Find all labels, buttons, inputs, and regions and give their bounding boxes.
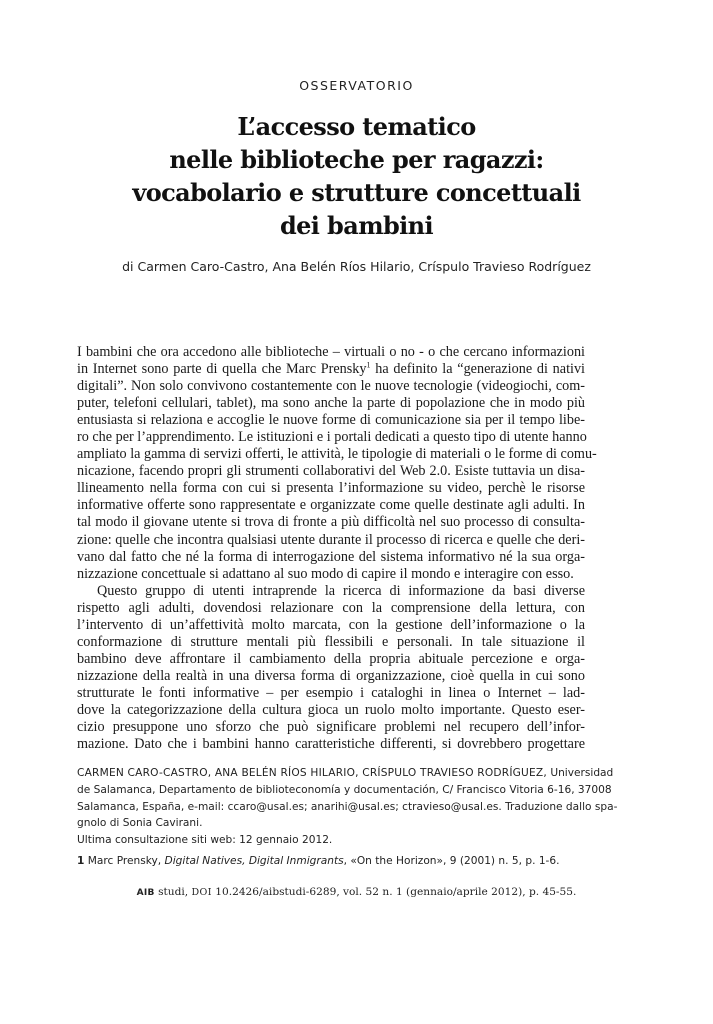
body-line-part: ha definito la “generazione di nativi [375,361,585,378]
footnote-title: Digital Natives, Digital Inmigrants [164,855,344,867]
journal-logo-aib: AIB [136,888,155,898]
body-line: digitali”. Non solo convivono costantemente con le nuove tecnologie (videogiochi, com- [77,378,585,395]
affiliation-institution: Universidad [550,767,614,779]
body-line: vano dal fatto che né la forma di interrogazione del sistema informativo né la sua orga- [77,548,585,565]
title-line: dei bambini [279,211,434,240]
title-line: vocabolario e strutture concettuali [132,178,581,207]
body-line: mazione. Dato che i bambini hanno caratteristiche differenti, si dovrebbero progettare [77,736,585,753]
footnote-author: Marc Prensky, [87,855,162,867]
footnote [77,853,585,869]
title-line: nelle biblioteche per ragazzi: [169,145,544,174]
affiliation-names: CARMEN CARO-CASTRO, ANA BELÉN RÍOS HILARIO, CRÍSPULO TRAVIESO RODRÍGUEZ, [77,767,547,779]
body-line: bambino deve affrontare il cambiamento della propria abituale percezione e orga- [77,650,585,667]
body-line [77,361,585,378]
affiliation-line: gnolo di Sonia Cavirani. [77,817,203,830]
affiliation-line: Salamanca, España, e-mail: ccaro@usal.es; anarihi@usal.es; ctravieso@usal.es. Traduzione dallo spa- [77,800,618,813]
author-affiliation [77,765,618,849]
body-line: rispetto agli adulti, dovendosi relazionare con la comprensione della lettura, con [77,599,585,616]
paragraph-2 [77,583,585,753]
affiliation-line: de Salamanca, Departamento de biblioteconomía y documentación, C/ Francisco Vitoria 6-16, 37008 [77,783,612,796]
paragraph-1 [77,344,597,583]
affiliation-line [77,765,614,782]
body-line: ampliato la gamma di servizi offerti, le attività, le tipologie di materiali o le forme di comu- [77,446,597,463]
journal-name-studi: studi, [158,886,189,898]
article-body [77,344,597,753]
body-line: I bambini che ora accedono alle biblioteche – virtuali o no - o che cercano informazioni [77,344,585,360]
body-line: cizio presuppone uno sforzo che può significare problemi nel recupero dell’infor- [77,719,585,736]
body-line: dove la categorizzazione della cultura gioca un ruolo molto importante. Questo eser- [77,701,585,718]
section-label: OSSERVATORIO [299,78,414,93]
body-line: ro che per l’apprendimento. Le istituzioni e i portali dedicati a questo tipo di utente hanno [77,429,587,446]
body-line: nizzazione concettuale si adattano al suo modo di capire il mondo e interagire con esso. [77,565,574,582]
footnote-reference[interactable]: 1 [366,360,371,370]
body-line: nizzazione della realtà in una diversa forma di organizzazione, cioè quella in cui sono [77,667,585,684]
body-line: l’intervento di un’affettività molto marcata, con la gestione dell’informazione o la [77,616,585,633]
body-line-part: in Internet sono parte di quella che Marc Prensky [77,361,367,378]
body-line: entusiasta si relaziona e accoglie le nuove forme di comunicazione sia per il tempo libe- [77,412,585,429]
author-byline: di Carmen Caro-Castro, Ana Belén Ríos Hilario, Críspulo Travieso Rodríguez [122,259,591,274]
body-line: nicazione, facendo propri gli strumenti collaborativi del Web 2.0. Esiste tuttavia un disa- [77,463,585,480]
body-line: strutturate le fonti informative – per esempio i cataloghi in linea o Internet – lad- [77,684,585,701]
footnote-source: , «On the Horizon», 9 (2001) n. 5, p. 1-6. [343,855,560,867]
last-consultation-note: Ultima consultazione siti web: 12 gennaio 2012. [77,834,333,847]
body-line: tal modo il giovane utente si trova di fronte a più difficoltà nel suo processo di consulta- [77,514,585,531]
body-line: conformazione di strutture mentali più flessibili e personali. In tale situazione il [77,633,585,650]
footnote-number: 1 [77,855,85,867]
body-line: puter, telefoni cellulari, tablet), ma sono anche la parte di popolazione che in modo più [77,395,585,412]
body-line: zione: quelle che incontra qualsiasi utente durante il processo di ricerca e quelle che deri- [77,531,585,548]
title-line: L’accesso tematico [237,112,476,141]
doi-label: DOI [191,887,212,898]
article-title [60,110,653,242]
body-line: llineamento nella forma con cui si presenta l’informazione su video, perchè le risorse [77,480,585,497]
citation-details: 10.2426/aibstudi-6289, vol. 52 n. 1 (gennaio/aprile 2012), p. 45-55. [215,886,577,898]
body-line: Questo gruppo di utenti intraprende la ricerca di informazione da basi diverse [97,582,585,599]
body-line: informative offerte sono rappresentate e organizzate come quelle destinate agli adulti. In [77,497,585,514]
journal-citation [0,886,713,898]
